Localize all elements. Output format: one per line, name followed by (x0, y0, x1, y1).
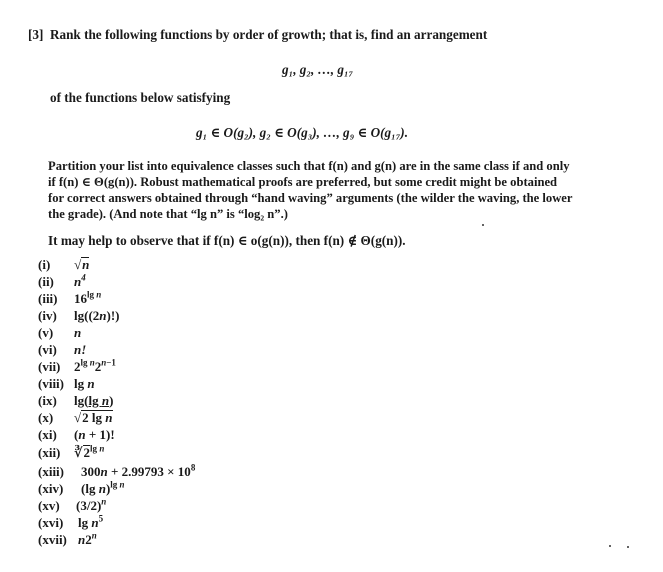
big-o-chain: g₁ ∈ O(g₂), g₂ ∈ O(g₃), …, g₉ ∈ O(g₁₇). (196, 125, 408, 140)
function-label: (x) (38, 410, 54, 425)
function-expr: $16^{lg n}$ (74, 289, 102, 306)
function-item (38, 325, 82, 341)
function-expr: n! (74, 342, 87, 357)
function-item (38, 410, 113, 426)
function-label: (xv) (38, 498, 60, 513)
function-label: (ii) (38, 274, 54, 289)
function-expr: $2^{lg n}2^{n-1}$ (74, 357, 116, 374)
function-item (38, 289, 102, 307)
function-label: (iii) (38, 291, 58, 306)
function-label: (vii) (38, 359, 61, 374)
partition-line-1: Partition your list into equivalence classes such that f(n) and g(n) are in the same class if and only (48, 159, 570, 173)
partition-line-2: if f(n) ∈ Θ(g(n)). Robust mathematical proofs are preferred, but some credit might be obtained (48, 175, 558, 189)
function-label: (xiii) (38, 464, 64, 479)
function-item (38, 443, 105, 461)
function-item (38, 393, 114, 409)
hint-text: It may help to observe that if f(n) ∈ o(g(n)), then f(n) ∉ Θ(g(n)). (48, 233, 406, 248)
problem-number: [3] (28, 27, 44, 42)
function-item (38, 342, 87, 358)
problem-intro-text: Rank the following functions by order of growth; that is, find an arrangement (49, 27, 488, 42)
function-expr: √2 lg n (74, 410, 113, 425)
function-item (38, 357, 116, 375)
function-item (38, 308, 120, 324)
function-expr: $(3/2)^n$ (76, 496, 107, 513)
function-item (38, 496, 107, 514)
function-item (38, 272, 86, 290)
scan-speck (609, 545, 611, 547)
function-expr: $∛2^{lg n}$ (74, 443, 105, 460)
function-label: (iv) (38, 308, 57, 323)
function-expr: $\lg n^5$ (78, 513, 104, 530)
function-expr: n2$^n$ (78, 530, 97, 547)
function-expr: $300n + 2.99793 \times 10^8$ (81, 462, 196, 479)
function-label: (viii) (38, 376, 64, 391)
scan-speck (627, 546, 629, 548)
function-label: (xiv) (38, 481, 64, 496)
sequence-display: g₁, g₂, …, g₁₇ (282, 62, 354, 77)
function-item (38, 479, 125, 497)
function-label: (i) (38, 257, 51, 272)
problem-intro (28, 27, 487, 43)
function-item (38, 427, 115, 443)
function-expr: (n + 1)! (74, 427, 115, 442)
function-expr: lg(lg n) (74, 393, 114, 408)
function-expr: lg((2n)!) (74, 308, 120, 323)
function-label: (v) (38, 325, 54, 340)
function-expr: n (74, 325, 82, 340)
function-expr: $n^4$ (74, 272, 86, 289)
partition-line-3: for correct answers obtained through “hand waving” arguments (the wilder the waving, the lower (48, 191, 573, 205)
function-label: (xi) (38, 427, 57, 442)
function-item (38, 257, 90, 273)
function-label: (xii) (38, 445, 61, 460)
function-item (38, 462, 196, 480)
scan-speck (482, 224, 484, 226)
function-item (38, 530, 97, 548)
of-functions-text: of the functions below satisfying (50, 90, 231, 105)
function-label: (ix) (38, 393, 57, 408)
partition-line-4: the grade). (And note that “lg n” is “log₂ n”.) (48, 207, 288, 221)
function-item (38, 376, 95, 392)
function-label: (vi) (38, 342, 57, 357)
function-item (38, 513, 104, 531)
function-expr: (lg n)$^{lg n}$ (81, 479, 125, 496)
function-expr: lg n (74, 376, 95, 391)
function-label: (xvii) (38, 532, 67, 547)
function-label: (xvi) (38, 515, 64, 530)
function-expr: √n (74, 257, 90, 272)
